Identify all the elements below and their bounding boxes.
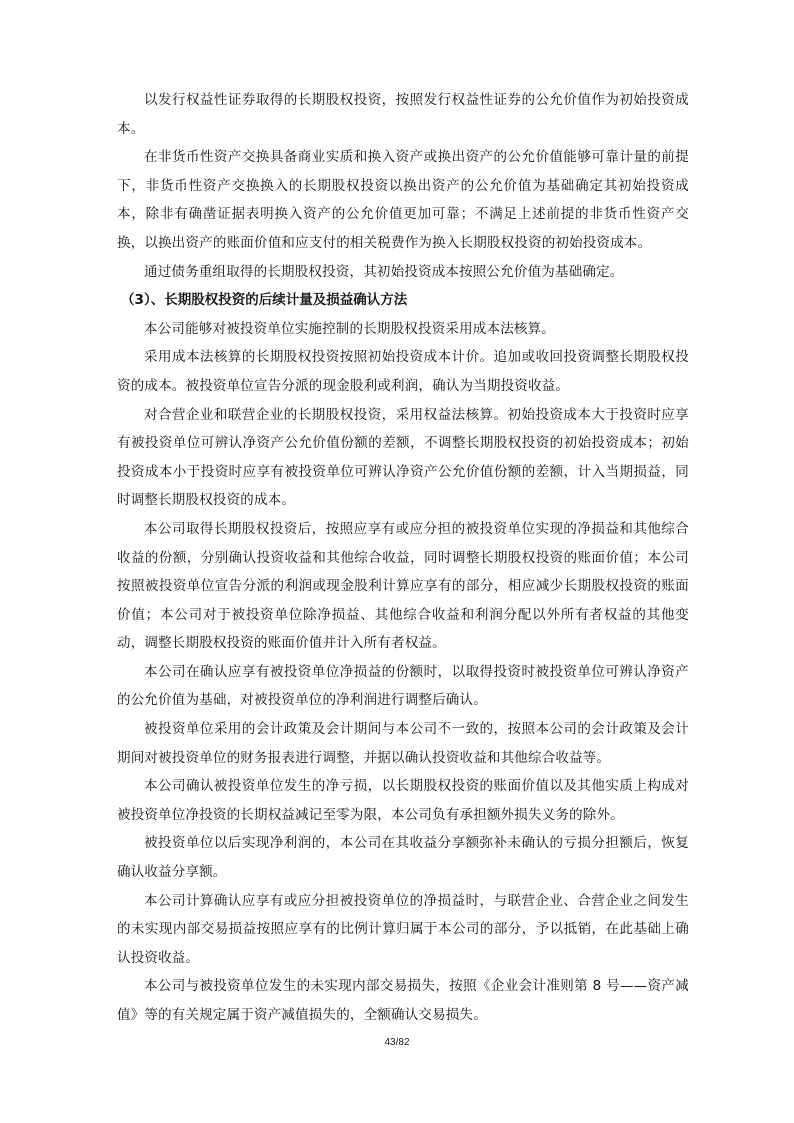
paragraph: 本公司在确认应享有被投资单位净损益的份额时，以取得投资时被投资单位可辨认净资产的公允价值为基础，对被投资单位的净利润进行调整后确认。: [117, 663, 689, 709]
paragraph: 被投资单位采用的会计政策及会计期间与本公司不一致的，按照本公司的会计政策及会计期间对被投资单位的财务报表进行调整，并据以确认投资收益和其他综合收益等。: [117, 721, 689, 766]
paragraph: 被投资单位以后实现净利润的，本公司在其收益分享额弥补未确认的亏损分担额后，恢复确认收益分享额。: [117, 835, 689, 881]
paragraph: 本公司计算确认应享有或应分担被投资单位的净损益时，与联营企业、合营企业之间发生的未实现内部交易损益按照应享有的比例计算归属于本公司的部分，予以抵销，在此基础上确认投资收益。: [117, 892, 689, 966]
paragraph: 以发行权益性证券取得的长期股权投资，按照发行权益性证券的公允价值作为初始投资成本。: [117, 92, 689, 137]
paragraph: 在非货币性资产交换具备商业实质和换入资产或换出资产的公允价值能够可靠计量的前提下，非货币性资产交换换入的长期股权投资以换出资产的公允价值为基础确定其初始投资成本，除非有确凿证据表明换入资产的公允价值更加可靠；不满足上述前提的非货币性资产交换，以换出资产的账面价值和应支付的相关税费作为换入长期股权投资的初始投资成本。: [117, 149, 689, 251]
paragraph: 本公司与被投资单位发生的未实现内部交易损失，按照《企业会计准则第 8 号——资产减值》等的有关规定属于资产减值损失的，全额确认交易损失。: [117, 978, 689, 1023]
paragraph: 对合营企业和联营企业的长期股权投资，采用权益法核算。初始投资成本大于投资时应享有被投资单位可辨认净资产公允价值份额的差额，不调整长期股权投资的初始投资成本；初始投资成本小于投资时应享有被投资单位可辨认净资产公允价值份额的差额，计入当期损益，同时调整长期股权投资的成本。: [117, 406, 689, 509]
paragraph: 采用成本法核算的长期股权投资按照初始投资成本计价。追加或收回投资调整长期股权投资的成本。被投资单位宣告分派的现金股利或利润，确认为当期投资收益。: [117, 349, 689, 394]
page-number: 43/82: [384, 1037, 410, 1048]
paragraph: 本公司能够对被投资单位实施控制的长期股权投资采用成本法核算。: [144, 320, 555, 337]
paragraph: 本公司取得长期股权投资后，按照应享有或应分担的被投资单位实现的净损益和其他综合收益的份额，分别确认投资收益和其他综合收益，同时调整长期股权投资的账面价值；本公司按照被投资单位宣告分派的利润或现金股利计算应享有的部分，相应减少长期股权投资的账面价值；本公司对于被投资单位除净损益、其他综合收益和利润分配以外所有者权益的其他变动，调整长期股权投资的账面价值并计入所有者权益。: [117, 520, 689, 652]
paragraph: 通过债务重组取得的长期股权投资，其初始投资成本按照公允价值为基础确定。: [144, 263, 624, 280]
document-body: [117, 86, 689, 1030]
section-heading: （3）、长期股权投资的后续计量及损益确认方法: [121, 292, 408, 309]
paragraph: 本公司确认被投资单位发生的净亏损，以长期股权投资的账面价值以及其他实质上构成对被投资单位净投资的长期权益减记至零为限，本公司负有承担额外损失义务的除外。: [117, 778, 689, 823]
